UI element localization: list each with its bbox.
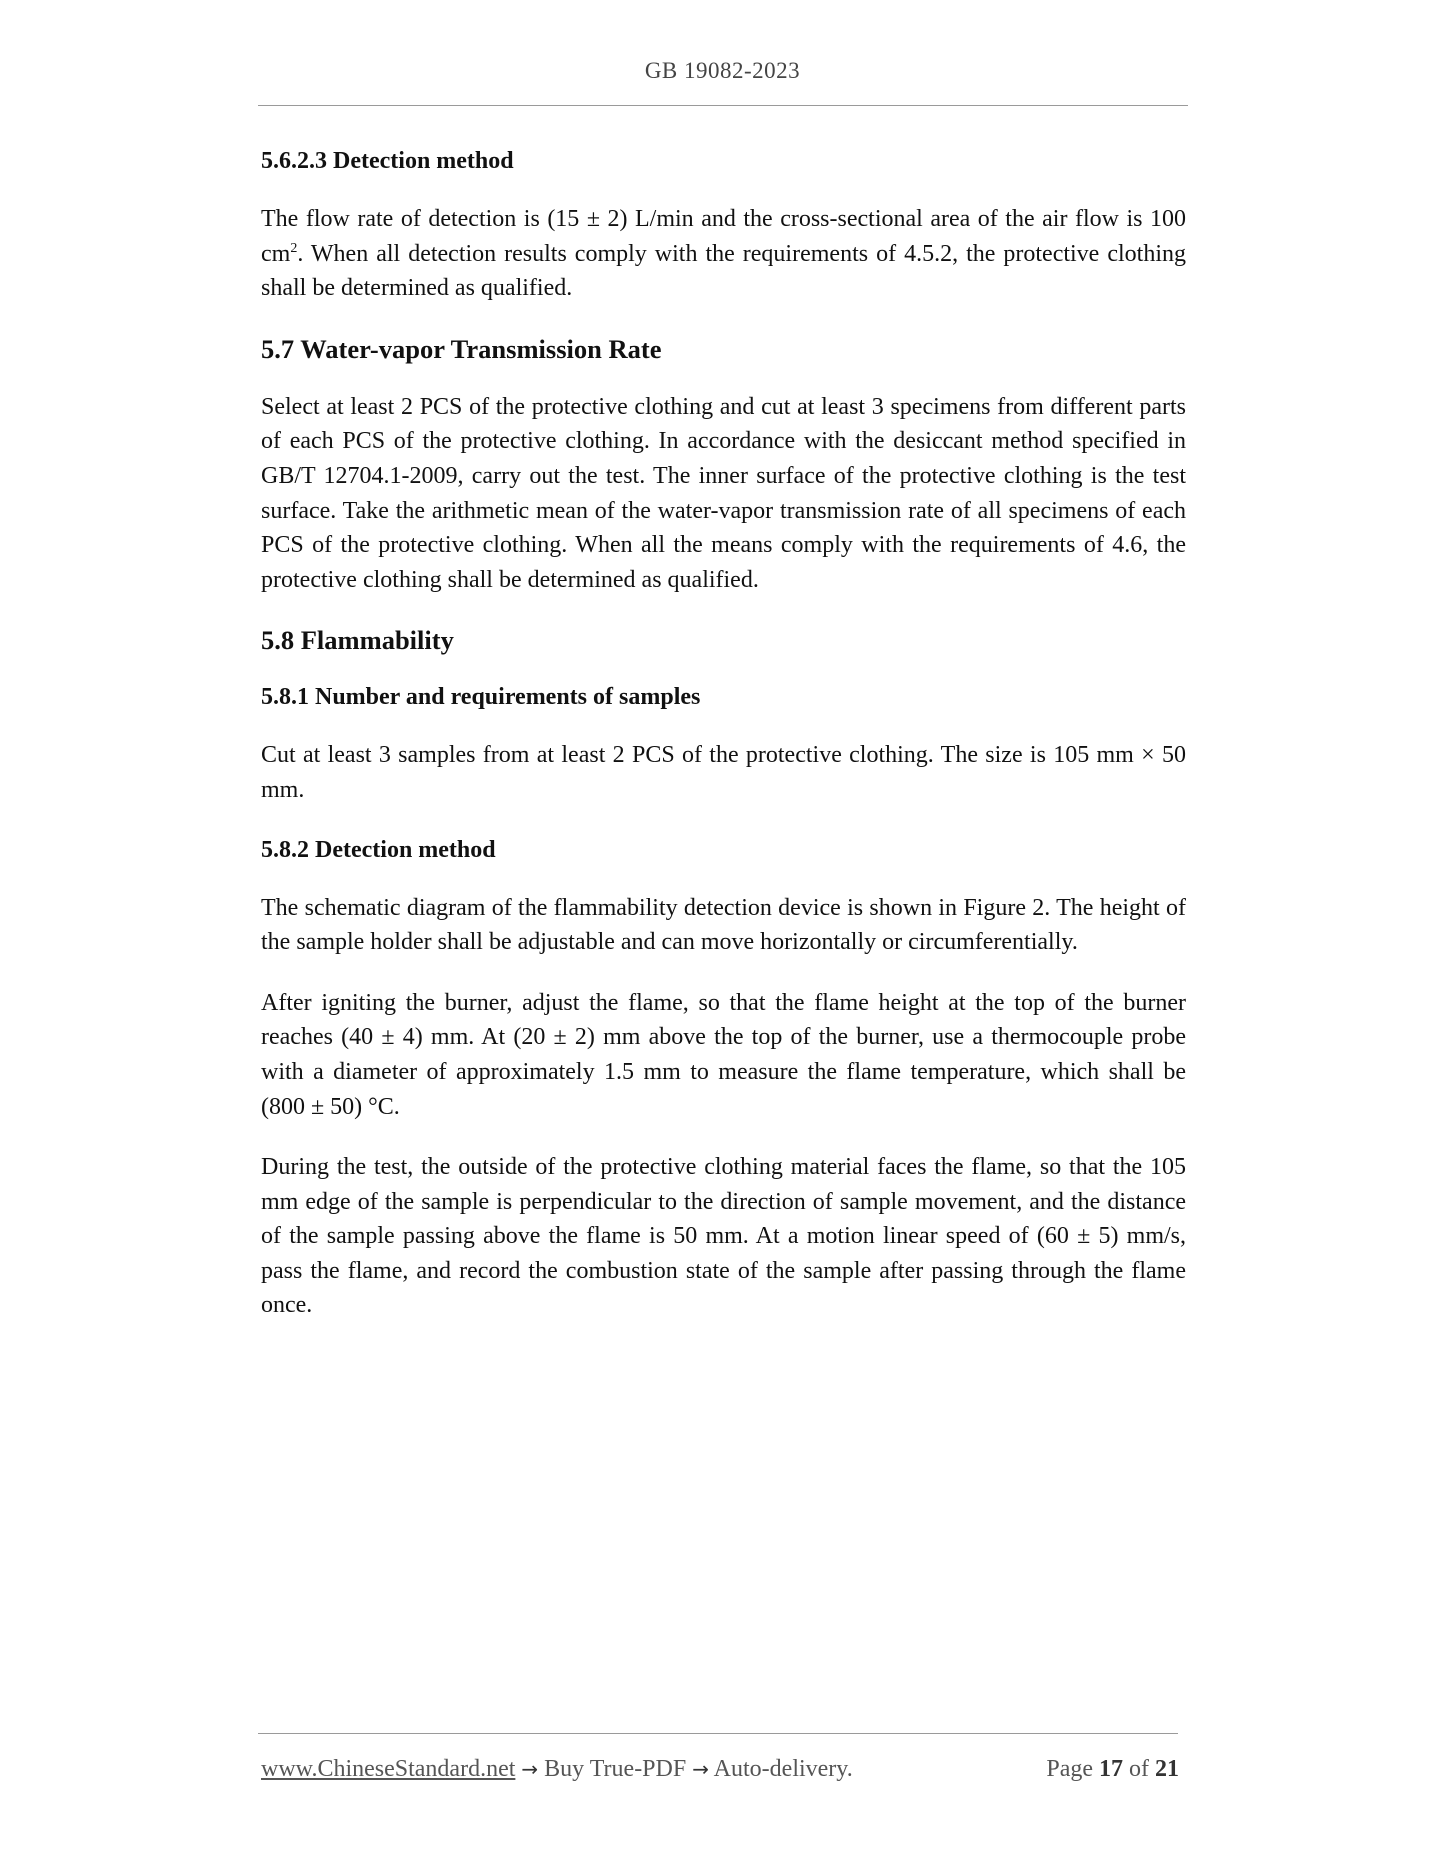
paragraph-5-8-2-c: During the test, the outside of the protective clothing material faces the flame, so that the 105 mm edge of the sample is perpendicular to the direction of sample movement, and the distance of the sample passing above the flame is 50 mm. At a motion linear speed of (60 ± 5) mm/s, pass the flame, and record the combustion state of the sample after passing through the flame once. xyxy=(261,1154,1186,1319)
paragraph-5-8-2-a: The schematic diagram of the flammability detection device is shown in Figure 2. The height of the sample holder shall be adjustable and can move horizontally or circumferentially. xyxy=(261,894,1186,956)
page-footer xyxy=(261,1756,1179,1783)
page-number xyxy=(1046,1756,1179,1783)
footer-delivery-text: Auto-delivery. xyxy=(713,1756,853,1782)
heading-5-6-2-3: 5.6.2.3 Detection method xyxy=(261,148,514,174)
document-body xyxy=(261,145,1186,1349)
paragraph-5-8-2-b: After igniting the burner, adjust the flame, so that the flame height at the top of the burner reaches (40 ± 4) mm. At (20 ± 2) mm above the top of the burner, use a thermocouple probe with a diameter of approximately 1.5 mm to measure the flame temperature, which shall be (800 ± 50) °C. xyxy=(261,989,1186,1120)
paragraph-text: The flow rate of detection is (15 ± 2) L/min and the cross-sectional area of the air flow is 100 cm xyxy=(261,206,1186,267)
current-page: 17 xyxy=(1099,1756,1123,1782)
website-link[interactable]: www.ChineseStandard.net xyxy=(261,1756,516,1782)
footer-buy-text: Buy True-PDF xyxy=(544,1756,687,1782)
header-divider xyxy=(258,105,1188,106)
paragraph-5-6-2-3 xyxy=(261,202,1186,306)
arrow-right-icon: → xyxy=(521,1757,539,1781)
superscript: 2 xyxy=(290,240,298,256)
heading-5-8-2: 5.8.2 Detection method xyxy=(261,836,496,863)
paragraph-5-8-1: Cut at least 3 samples from at least 2 PCS of the protective clothing. The size is 105 mm × 50 mm. xyxy=(261,742,1186,803)
arrow-right-icon: → xyxy=(692,1757,709,1781)
footer-divider xyxy=(258,1733,1178,1734)
page-header-title: GB 19082-2023 xyxy=(644,58,801,83)
of-label: of xyxy=(1129,1756,1149,1782)
footer-left xyxy=(261,1756,853,1783)
paragraph-5-7: Select at least 2 PCS of the protective clothing and cut at least 3 specimens from different parts of each PCS of the protective clothing. In accordance with the desiccant method specified in GB/T 12704.1-2009, carry out the test. The inner surface of the protective clothing is the test surface. Take the arithmetic mean of the water-vapor transmission rate of all specimens of each PCS of the protective clothing. When all the means comply with the requirements of 4.6, the protective clothing shall be determined as qualified. xyxy=(261,393,1186,593)
heading-5-8: 5.8 Flammability xyxy=(261,625,454,656)
heading-5-8-1: 5.8.1 Number and requirements of samples xyxy=(261,684,701,711)
paragraph-text: . When all detection results comply with the requirements of 4.5.2, the protective clothing shall be determined as qualified. xyxy=(261,240,1186,302)
total-pages: 21 xyxy=(1155,1756,1179,1782)
heading-5-7: 5.7 Water-vapor Transmission Rate xyxy=(261,333,662,364)
page-label: Page xyxy=(1046,1756,1093,1782)
